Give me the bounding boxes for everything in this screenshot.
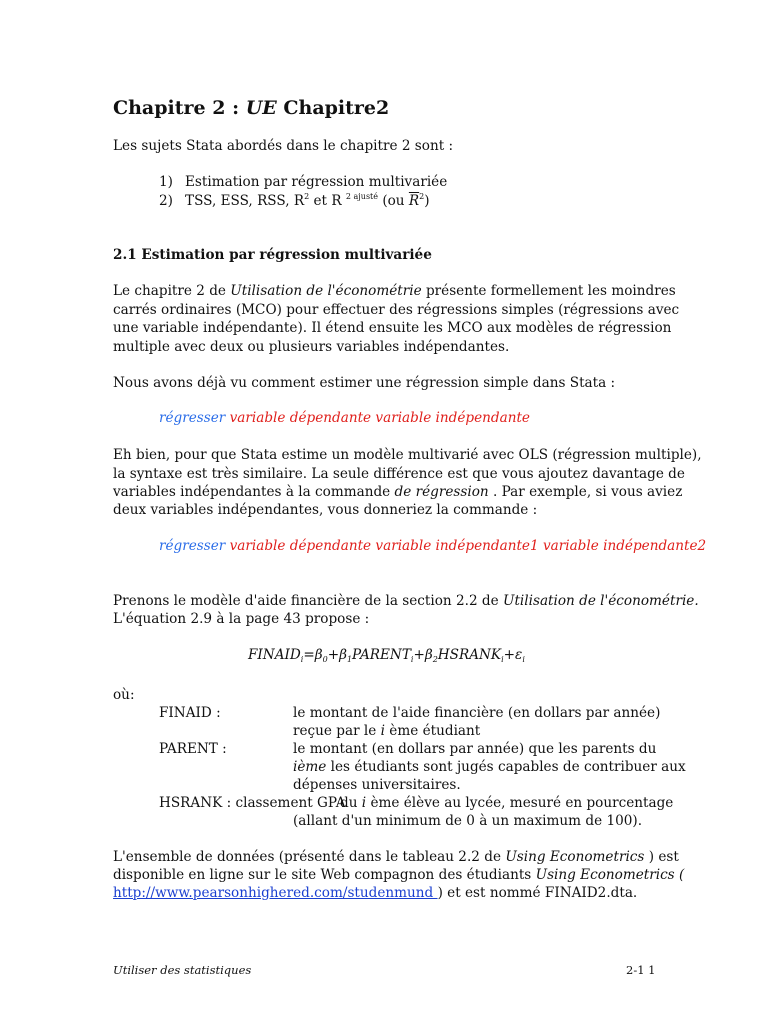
command-keyword: régresser [159,410,226,426]
page-number: 2-1 1 [626,963,656,977]
def-finaid-line2: reçue par le i ème étudiant [293,723,481,739]
topic-item-2: 2) TSS, ESS, RSS, $R^2$ et R $^{2 ajusté}$ (ou $\overline{R}^2$) [159,192,430,209]
equation: $FINAID_i=\beta_0+\beta_1PARENT_i+\beta_2HSRANK_i+\varepsilon_i$ [248,647,525,664]
def-parent-line3: dépenses universitaires. [293,777,461,793]
para1-line4: multiple avec deux ou plusieurs variables indépendantes. [113,339,510,355]
def-hsrank-label: HSRANK : classement GPA [159,795,346,811]
def-hsrank-line1: du i ème élève au lycée, mesuré en pourcentage [340,795,674,811]
def-parent-line1: le montant (en dollars par année) que les parents du [293,741,657,757]
footer-left: Utiliser des statistiques [113,963,252,977]
section-heading: 2.1 Estimation par régression multivariée [113,247,432,263]
para3-line4: deux variables indépendantes, vous donneriez la commande : [113,502,538,518]
para5-line1: L'ensemble de données (présenté dans le tableau 2.2 de Using Econometrics ) est [113,849,679,865]
where-label: où: [113,687,135,703]
para4-line2: L'équation 2.9 à la page 43 propose : [113,611,370,627]
para3-line2: la syntaxe est très similaire. La seule différence est que vous ajoutez davantage de [113,466,685,482]
command-multiple [159,537,706,556]
para1-line3: une variable indépendante). Il étend ensuite les MCO aux modèles de régression [113,320,672,336]
def-hsrank-line2: (allant d'un minimum de 0 à un maximum de 100). [293,813,643,829]
intro-text: Les sujets Stata abordés dans le chapitre 2 sont : [113,138,454,154]
para1-line1: Le chapitre 2 de Utilisation de l'économétrie présente formellement les moindres [113,283,676,299]
command-simple [159,409,530,428]
r-bar-symbol: $\overline{R}$ [408,193,420,209]
command-keyword: régresser [159,538,226,554]
para3-line1: Eh bien, pour que Stata estime un modèle multivarié avec OLS (régression multiple), [113,447,702,463]
command-args: variable dépendante variable indépendante1 variable indépendante2 [225,538,707,554]
para5-line3: http://www.pearsonhighered.com/studenmund ) et est nommé FINAID2.dta. [113,885,638,901]
pearson-link[interactable]: http://www.pearsonhighered.com/studenmund [113,885,438,901]
para2-text: Nous avons déjà vu comment estimer une régression simple dans Stata : [113,375,616,391]
def-finaid-label: FINAID : [159,705,221,721]
def-parent-label: PARENT : [159,741,227,757]
def-finaid-line1: le montant de l'aide financière (en dollars par année) [293,705,661,721]
para5-line2: disponible en ligne sur le site Web compagnon des étudiants Using Econometrics ( [113,867,685,883]
command-args: variable dépendante variable indépendante [225,410,530,426]
para1-line2: carrés ordinaires (MCO) pour effectuer des régressions simples (régressions avec [113,302,680,318]
def-parent-line2: ième les étudiants sont jugés capables de contribuer aux [293,759,686,775]
topic-item-1: 1) Estimation par régression multivariée [159,174,448,190]
page-title: Chapitre 2 : UE Chapitre2 [113,97,390,119]
para4-line1: Prenons le modèle d'aide financière de la section 2.2 de Utilisation de l'économétrie. [113,593,699,609]
para3-line3: variables indépendantes à la commande de régression . Par exemple, si vous aviez [113,484,683,500]
